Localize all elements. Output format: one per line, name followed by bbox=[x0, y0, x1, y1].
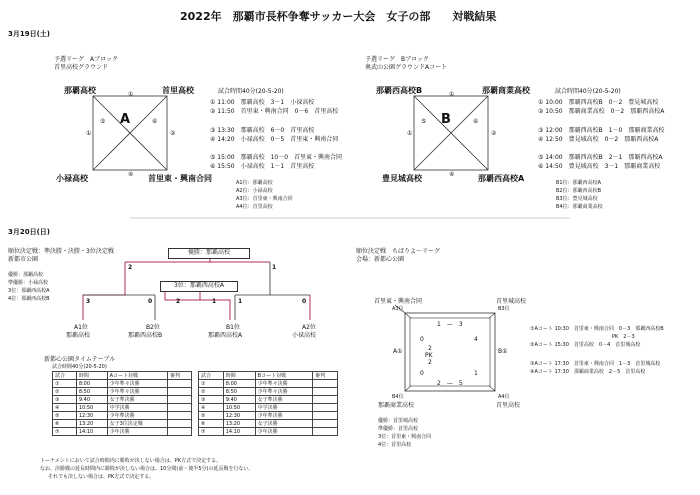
table-cell: ② bbox=[199, 388, 224, 396]
table-cell: ⑤ bbox=[199, 412, 224, 420]
block-a-match-2: ② 11:50 首里東・興南合同 0－6 首里高校 bbox=[210, 108, 339, 115]
table-row bbox=[199, 388, 338, 396]
league-match-4: ④Aコート 17:30 那覇商業高校 2－5 首里高校 bbox=[530, 369, 646, 375]
block-b-match-1: ① 10:00 那覇西高校B 0－2 豊見城高校 bbox=[538, 99, 659, 106]
table-cell bbox=[313, 396, 338, 404]
block-a-match-3: ③ 13:30 那覇高校 6－0 首里高校 bbox=[210, 127, 315, 134]
table-cell: 12:30 bbox=[76, 412, 107, 420]
table-cell: ⑦ bbox=[53, 428, 77, 436]
day2-date: 3月20日(日) bbox=[8, 228, 51, 236]
seed-3-name: 那覇西高校A bbox=[208, 332, 243, 339]
footnote-2: なお、決勝戦の延長時間内に勝敗が決しない場合は、10分間(前・後半5分)の延長戦を行ない、 bbox=[40, 466, 254, 472]
seed-1-name: 那覇高校 bbox=[66, 332, 91, 339]
score-sf1-left: 3 bbox=[86, 298, 91, 305]
league-rank-3: 3位：首里東・興南合同 bbox=[378, 434, 432, 440]
league-rank-1: 優勝：首里城高校 bbox=[378, 418, 419, 424]
table-cell bbox=[313, 380, 338, 388]
col-match-type: Aコート対戦 bbox=[107, 372, 168, 380]
table-cell: 8:00 bbox=[76, 380, 107, 388]
timetable-a bbox=[52, 371, 192, 436]
block-b-letter: B bbox=[441, 112, 451, 127]
block-a-rank-1: A1位：那覇高校 bbox=[236, 180, 273, 186]
timetable-b bbox=[198, 371, 338, 436]
league-team-tl: 首里東・興南合同 bbox=[374, 298, 423, 305]
block-a-edge-left: ① bbox=[86, 130, 92, 137]
league-team-bl: 那覇商業高校 bbox=[378, 402, 415, 409]
table-cell: 女子決勝 bbox=[255, 420, 313, 428]
block-b-team-tl: 那覇西高校B bbox=[376, 86, 423, 95]
table-cell: 少年準決勝 bbox=[107, 412, 168, 420]
table-cell bbox=[168, 412, 192, 420]
league-grid-mid2: 2 bbox=[428, 359, 432, 366]
footnote-3: それでも決しない場合は、PK方式で決定する。 bbox=[48, 474, 155, 480]
table-cell: ③ bbox=[199, 396, 224, 404]
score-sf1-right: 0 bbox=[148, 298, 153, 305]
table-cell: 10:50 bbox=[223, 404, 255, 412]
league-grid-r5: 2 — 5 bbox=[437, 380, 463, 387]
block-a-team-br: 首里東・興南合同 bbox=[148, 174, 212, 183]
table-cell: ④ bbox=[199, 404, 224, 412]
score-sf2-left: 1 bbox=[238, 298, 243, 305]
block-a-edge-top: ① bbox=[128, 91, 134, 98]
score-final-left: 2 bbox=[128, 264, 133, 271]
table-cell: ① bbox=[199, 380, 224, 388]
tournament-header1: 順位決定戦：準決勝・決勝・3位決定戦 bbox=[8, 248, 114, 255]
block-b-rank-4: B4位：那覇商業高校 bbox=[556, 204, 603, 210]
table-row bbox=[199, 396, 338, 404]
table-cell bbox=[313, 412, 338, 420]
league-grid-r1: 1 — 3 bbox=[437, 321, 463, 328]
block-a-rank-4: A4位：首里高校 bbox=[236, 204, 273, 210]
table-cell: 8:50 bbox=[223, 388, 255, 396]
table-cell bbox=[168, 380, 192, 388]
tournament-header2: 新都市公園 bbox=[8, 256, 39, 263]
table-cell bbox=[168, 420, 192, 428]
block-b-team-br: 那覇西高校A bbox=[478, 174, 525, 183]
winner-box: 優勝：那覇高校 bbox=[168, 248, 250, 259]
score-final-right: 1 bbox=[272, 264, 277, 271]
table-cell bbox=[168, 428, 192, 436]
block-a-edge-right: ② bbox=[170, 130, 176, 137]
league-rank-4: 4位：首里高校 bbox=[378, 442, 412, 448]
block-b-match-6: ⑥ 14:50 豊見城高校 3－1 那覇商業高校 bbox=[538, 163, 661, 170]
block-b-match-2: ② 10:50 那覇商業高校 0－2 那覇西高校A bbox=[538, 108, 665, 115]
table-cell bbox=[313, 404, 338, 412]
page-title: 2022年 那覇市長杯争奪サッカー大会 女子の部 対戦結果 bbox=[180, 10, 497, 23]
third-place-box: 3位：那覇西高校A bbox=[160, 281, 238, 292]
table-cell: ① bbox=[53, 380, 77, 388]
block-b-diag1: ⑤ bbox=[421, 118, 427, 125]
table-cell: 少年準決勝 bbox=[255, 412, 313, 420]
block-b-team-bl: 豊見城高校 bbox=[382, 174, 422, 183]
block-b-edge-bottom: ④ bbox=[449, 171, 455, 178]
table-cell: ② bbox=[53, 388, 77, 396]
table-row bbox=[53, 404, 192, 412]
table-cell: ⑤ bbox=[53, 412, 77, 420]
footnote-1: トーナメントにおいて試合時間内に勝敗が決しない場合は、PK方式で決定する。 bbox=[40, 458, 222, 464]
table-row bbox=[53, 396, 192, 404]
table-cell: ③ bbox=[53, 396, 77, 404]
table-row bbox=[199, 428, 338, 436]
col-time: 時間 bbox=[76, 372, 107, 380]
block-a-match-4: ④ 14:20 小禄高校 0－5 首里東・興南合同 bbox=[210, 136, 339, 143]
table-cell: ⑥ bbox=[199, 420, 224, 428]
block-b-diag2: ⑥ bbox=[473, 118, 479, 125]
block-a-team-tr: 首里高校 bbox=[162, 86, 194, 95]
block-b-team-tr: 那覇商業高校 bbox=[482, 86, 530, 95]
block-b-time-note: 試合時間40分(20-5-20) bbox=[555, 88, 621, 95]
table-cell: ④ bbox=[53, 404, 77, 412]
table-cell: 時間 bbox=[223, 372, 255, 380]
table-row bbox=[53, 420, 192, 428]
league-match-2: ②Aコート 15:30 首里高校 0－4 首里城高校 bbox=[530, 342, 641, 348]
table-cell: 13:20 bbox=[76, 420, 107, 428]
league-left-num: A① bbox=[393, 348, 403, 355]
block-b-match-4: ④ 12:50 豊見城高校 0－2 那覇西高校A bbox=[538, 136, 659, 143]
seed-3-rank: B1位 bbox=[226, 324, 240, 331]
block-a-match-5: ⑤ 15:00 那覇高校 10－0 首里東・興南合同 bbox=[210, 154, 343, 161]
table-cell: 8:00 bbox=[223, 380, 255, 388]
block-b-rank-3: B3位：豊見城高校 bbox=[556, 196, 598, 202]
league-header1: 順位決定戦 ちばりよ～リーグ bbox=[356, 248, 441, 255]
table-row bbox=[199, 420, 338, 428]
table-cell: 10:50 bbox=[76, 404, 107, 412]
table-row bbox=[199, 380, 338, 388]
table-row bbox=[53, 428, 192, 436]
block-a-rank-2: A2位：小禄高校 bbox=[236, 188, 273, 194]
block-a-letter: A bbox=[120, 112, 131, 127]
block-a-diag2: ⑥ bbox=[152, 118, 158, 125]
table-row bbox=[199, 404, 338, 412]
table-cell: 試合 bbox=[199, 372, 224, 380]
table-cell: 13:20 bbox=[223, 420, 255, 428]
seed-4-rank: A2位 bbox=[302, 324, 316, 331]
league-grid-r4a: 0 bbox=[420, 370, 424, 377]
table-row bbox=[53, 388, 192, 396]
league-grid-r2b: 4 bbox=[474, 336, 478, 343]
block-b-edge-left: ① bbox=[407, 130, 413, 137]
league-grid-pk: PK bbox=[425, 352, 433, 359]
table-cell bbox=[168, 396, 192, 404]
block-a-team-tl: 那覇高校 bbox=[64, 86, 96, 95]
block-b-edge-top: ① bbox=[449, 91, 455, 98]
table-cell: 中学決勝 bbox=[255, 404, 313, 412]
table-cell bbox=[313, 388, 338, 396]
block-b-edge-right: ② bbox=[491, 130, 497, 137]
block-b-rank-1: B1位：那覇西高校A bbox=[556, 180, 602, 186]
table-cell: 12:30 bbox=[223, 412, 255, 420]
table-cell bbox=[313, 428, 338, 436]
table-cell: 女子準決勝 bbox=[255, 396, 313, 404]
table-row bbox=[53, 380, 192, 388]
block-a-diag1: ⑤ bbox=[100, 118, 106, 125]
table-cell: 9:40 bbox=[223, 396, 255, 404]
table-row bbox=[53, 412, 192, 420]
league-match-1-pk: PK 2－3 bbox=[612, 334, 635, 340]
timetable-title: 新都心公園タイムテーブル bbox=[44, 356, 116, 363]
league-seed-br: A4位 bbox=[498, 394, 510, 400]
block-a-rank-3: A3位：首里東・興南合同 bbox=[236, 196, 293, 202]
block-a-match-6: ⑥ 15:50 小禄高校 1－1 首里高校 bbox=[210, 163, 315, 170]
table-cell: ⑥ bbox=[53, 420, 77, 428]
table-cell: ⑦ bbox=[199, 428, 224, 436]
league-match-3: ③Aコート 17:30 首里東・興南合同 1－3 首里城高校 bbox=[530, 361, 661, 367]
table-cell: 少年決勝 bbox=[255, 428, 313, 436]
seed-4-name: 小禄高校 bbox=[292, 332, 317, 339]
table-cell: 少年準々決勝 bbox=[107, 380, 168, 388]
timetable-b-header bbox=[199, 372, 338, 380]
block-a-team-bl: 小禄高校 bbox=[56, 174, 88, 183]
block-a-header2: 首里高校グラウンド bbox=[54, 64, 109, 71]
table-cell: 女子3位決定戦 bbox=[107, 420, 168, 428]
league-rank-2: 準優勝：首里高校 bbox=[378, 426, 419, 432]
league-header2: 会場：新都心公園 bbox=[356, 256, 405, 263]
table-cell: 14:10 bbox=[223, 428, 255, 436]
table-cell: 少年準々決勝 bbox=[255, 388, 313, 396]
table-cell: 8:50 bbox=[76, 388, 107, 396]
score-third-right: 1 bbox=[212, 298, 217, 305]
block-b-header2: 奥武山公園グラウンドAコート bbox=[365, 64, 448, 71]
block-a-match-1: ① 11:00 那覇高校 3－1 小禄高校 bbox=[210, 99, 315, 106]
league-seed-top: A3位 bbox=[392, 306, 404, 312]
league-match-1: ①Aコート 10:30 首里東・興南合同 0－3 那覇西高校B bbox=[530, 326, 664, 332]
league-grid-r2a: 0 bbox=[420, 336, 424, 343]
block-b-match-5: ⑤ 14:00 那覇西高校B 2－1 那覇西高校A bbox=[538, 154, 663, 161]
block-b-header1: 予選リーグ Bブロック bbox=[365, 56, 429, 63]
seed-1-rank: A1位 bbox=[74, 324, 88, 331]
table-cell: 女子準決勝 bbox=[107, 396, 168, 404]
table-cell: 少年準々決勝 bbox=[255, 380, 313, 388]
league-seed-bl: B4位 bbox=[392, 394, 404, 400]
seed-2-name: 那覇西高校B bbox=[128, 332, 163, 339]
timetable-a-header bbox=[53, 372, 192, 380]
table-cell: Bコート対戦 bbox=[255, 372, 313, 380]
col-referee: 審判 bbox=[168, 372, 192, 380]
block-a-time-note: 試合時間40分(20-5-20) bbox=[218, 88, 284, 95]
table-cell: 中学決勝 bbox=[107, 404, 168, 412]
league-right-num: B① bbox=[498, 348, 508, 355]
table-cell bbox=[168, 388, 192, 396]
table-cell: 少年準々決勝 bbox=[107, 388, 168, 396]
table-cell: 審判 bbox=[313, 372, 338, 380]
league-team-br: 首里高校 bbox=[496, 402, 521, 409]
col-match: 試合 bbox=[53, 372, 77, 380]
league-grid-mid: 2 bbox=[428, 345, 432, 352]
table-cell: 14:10 bbox=[76, 428, 107, 436]
tournament-result-2: 準優勝：小禄高校 bbox=[8, 280, 49, 286]
block-b-rank-2: B2位：那覇西高校B bbox=[556, 188, 602, 194]
day1-date: 3月19日(土) bbox=[8, 30, 51, 38]
tournament-result-4: 4位：那覇西高校B bbox=[8, 296, 50, 302]
tournament-result-1: 優勝：那覇高校 bbox=[8, 272, 44, 278]
block-a-edge-bottom: ④ bbox=[128, 171, 134, 178]
table-cell: 少年決勝 bbox=[107, 428, 168, 436]
block-a-header1: 予選リーグ Aブロック bbox=[54, 56, 118, 63]
block-b-match-3: ③ 12:00 那覇西高校B 1－0 那覇商業高校 bbox=[538, 127, 665, 134]
league-grid-r4b: 1 bbox=[474, 370, 478, 377]
score-third-left: 2 bbox=[176, 298, 181, 305]
score-sf2-right: 0 bbox=[302, 298, 307, 305]
league-seed-tr: B3位 bbox=[498, 306, 510, 312]
table-cell bbox=[313, 420, 338, 428]
table-row bbox=[199, 412, 338, 420]
table-cell: 9:40 bbox=[76, 396, 107, 404]
seed-2-rank: B2位 bbox=[146, 324, 160, 331]
table-cell bbox=[168, 404, 192, 412]
timetable-note: 試合時間40分(20-5-20) bbox=[52, 364, 107, 370]
league-team-tr: 首里城高校 bbox=[496, 298, 527, 305]
tournament-result-3: 3位：那覇西高校A bbox=[8, 288, 50, 294]
